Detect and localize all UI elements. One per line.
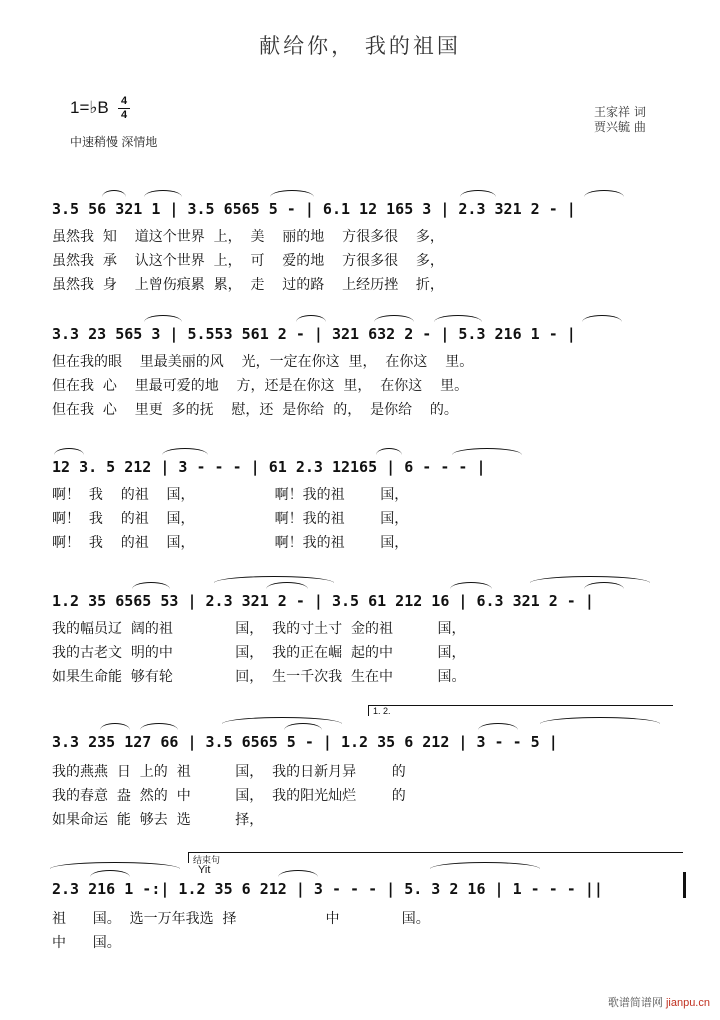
- time-signature-top: 4: [120, 95, 128, 107]
- notes-line: 3.5 56 321 1 | 3.5 6565 5 - | 6.1 12 165 3 | 2.3 321 2 - |: [52, 200, 576, 218]
- footer-watermark: [608, 994, 710, 1010]
- lyric-verse-2: 但在我 心 里最可爱的地 方，还是在你这 里， 在你这 里。: [52, 378, 469, 394]
- time-signature: [118, 96, 130, 121]
- credits: [594, 105, 646, 135]
- time-signature-bottom: 4: [120, 109, 128, 121]
- notes-line: 3.3 23 565 3 | 5.553 561 2 - | 321 632 2 - | 5.3 216 1 - |: [52, 325, 576, 343]
- lyric-verse-2: 我的古老文 明的中 国， 我的正在崛 起的中 国，: [52, 645, 466, 661]
- lyric-verse-2: 虽然我 承 认这个世界 上， 可 爱的地 方很多很 多，: [52, 253, 444, 269]
- lyric-verse-1: 我的燕燕 日 上的 祖 国， 我的日新月异 的: [52, 764, 406, 780]
- lyric-verse-2: 啊！ 我 的祖 国， 啊！我的祖 国，: [52, 511, 409, 527]
- lyric-verse-3: 但在我 心 里更 多的抚 慰，还 是你给 的， 是你给 的。: [52, 402, 458, 418]
- volta-bracket: 1. 2.: [368, 705, 673, 716]
- notes-line: 1.2 35 6565 53 | 2.3 321 2 - | 3.5 61 212 16 | 6.3 321 2 - |: [52, 592, 594, 610]
- tempo-marking: 中速稍慢 深情地: [70, 135, 158, 149]
- lyric-verse-1: 祖 国。 选一万年我选 择 中 国。: [52, 911, 430, 927]
- notes-line: 12 3. 5 212 | 3 - - - | 61 2.3 12165 | 6 - - - |: [52, 458, 486, 476]
- lyric-verse-1: 啊！ 我 的祖 国， 啊！我的祖 国，: [52, 487, 409, 503]
- lyric-verse-1: 但在我的眼 里最美丽的风 光，一定在你这 里， 在你这 里。: [52, 354, 474, 370]
- footer-site: 歌谱简谱网: [607, 997, 663, 1009]
- lyric-verse-3: 如果命运 能 够去 选 择，: [52, 812, 264, 828]
- notes-line: 3.3 235 127 66 | 3.5 6565 5 - | 1.2 35 6 212 | 3 - - 5 |: [52, 733, 558, 751]
- notes-line: 2.3 216 1 -:| 1.2 35 6 212 | 3 - - - | 5. 3 2 16 | 1 - - - ||: [52, 880, 603, 898]
- song-title: 献给你， 我的祖国: [259, 34, 461, 58]
- lyric-verse-3: 啊！ 我 的祖 国， 啊！我的祖 国，: [52, 535, 409, 551]
- key-signature: 1=♭B: [70, 98, 109, 117]
- lyric-verse-2: 中 国。: [52, 935, 121, 951]
- lyricist: 王家祥 词: [594, 105, 646, 119]
- footer-domain: jianpu.cn: [665, 997, 710, 1009]
- coda-bracket: 结束句: [188, 852, 683, 863]
- ending-mark: Yit: [198, 864, 211, 876]
- lyric-verse-1: 我的幅员辽 阔的祖 国， 我的寸土寸 金的祖 国，: [52, 621, 466, 637]
- lyric-verse-3: 虽然我 身 上曾伤痕累 累， 走 过的路 上经历挫 折，: [52, 277, 444, 293]
- composer: 贾兴毓 曲: [594, 120, 646, 134]
- lyric-verse-1: 虽然我 知 道这个世界 上， 美 丽的地 方很多很 多，: [52, 229, 444, 245]
- lyric-verse-2: 我的春意 盎 然的 中 国， 我的阳光灿烂 的: [52, 788, 406, 804]
- lyric-verse-3: 如果生命能 够有轮 回， 生一千次我 生在中 国。: [52, 669, 466, 685]
